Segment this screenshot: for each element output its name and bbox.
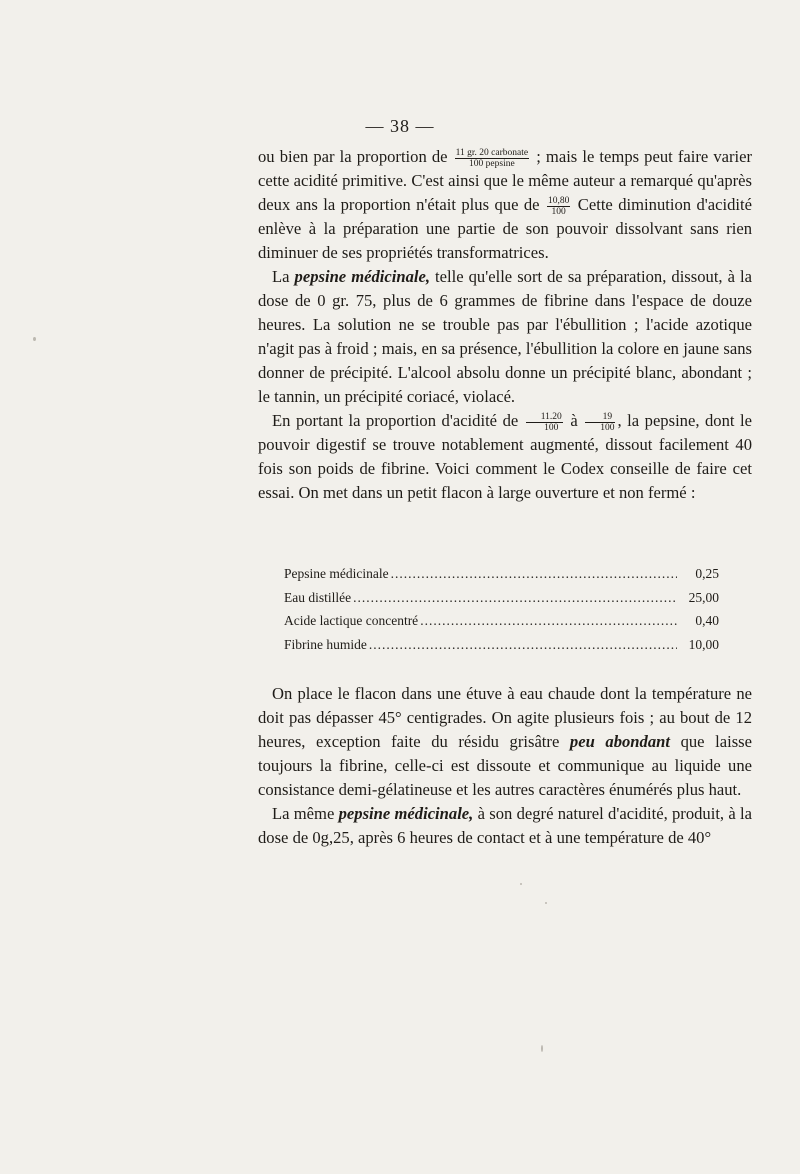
fraction-numerator: 10,80 xyxy=(547,195,570,206)
p1-text-before: ou bien par la proportion de xyxy=(258,147,448,166)
recipe-row xyxy=(284,633,719,657)
recipe-table xyxy=(284,562,719,656)
paragraph-5 xyxy=(258,802,752,850)
fraction-denominator: 100 xyxy=(544,422,559,433)
ingredient-name: Acide lactique concentré xyxy=(284,613,419,629)
fraction-numerator: 11.20 xyxy=(526,412,563,423)
p4-text-after: que laisse toujours la fibrine, celle-ci est dissoute et communique au liquide une consistance demi-gélatineuse et les autres caractères énumérés plus haut. xyxy=(258,732,752,799)
fraction-acidity-high xyxy=(585,412,615,433)
p1-text-after: ; mais le temps peut faire varier cette acidité primitive. C'est ainsi que le même auteur a remarqué qu'après deux ans la proportion n'était plus que de xyxy=(258,147,753,214)
text-block-upper xyxy=(258,145,752,505)
paragraph-1 xyxy=(258,145,752,265)
recipe-row xyxy=(284,609,719,633)
text-block-lower xyxy=(258,682,752,850)
ingredient-quantity: 0,40 xyxy=(695,613,719,629)
leader-dots xyxy=(369,633,677,657)
fraction-carbonate-pepsine xyxy=(455,148,529,169)
p3-text-after: , la pepsine, dont le pouvoir digestif se trouve notablement augmenté, dissout facilement 40 fois son poids de fibrine. Voici comment le Codex conseille de faire cet essai. On met dans un petit flacon à large ouverture et non fermé : xyxy=(258,411,752,502)
paragraph-2 xyxy=(258,265,752,409)
fraction-denominator: 100 xyxy=(551,206,566,217)
fraction-acidity-low xyxy=(526,412,563,433)
paper-speck xyxy=(545,902,547,904)
paper-speck xyxy=(520,883,522,885)
paper-speck xyxy=(541,1045,543,1052)
fraction-numerator: 19 xyxy=(585,412,615,423)
p3-text-mid: à xyxy=(570,411,578,430)
ingredient-quantity: 10,00 xyxy=(688,636,719,652)
leader-dots xyxy=(420,609,677,633)
page-number: — 38 — xyxy=(365,116,435,136)
term-pepsine-medicinale: pepsine médicinale, xyxy=(338,804,474,823)
leader-dots xyxy=(353,586,677,610)
p4-text-before: On place le flacon dans une étuve à eau chaude dont la température ne doit pas dépasser 45° centigrades. On agite plusieurs fois ; au bout de 12 heures, exception faite du résidu grisâtre xyxy=(258,684,752,751)
p2-la: La xyxy=(272,267,290,286)
term-peu-abondant: peu abondant xyxy=(569,732,670,751)
recipe-row xyxy=(284,586,719,610)
fraction-acidity xyxy=(547,196,570,217)
ingredient-name: Pepsine médicinale xyxy=(284,566,389,581)
p1-text-end: Cette diminution d'acidité enlève à la préparation une partie de son pouvoir dissolvant sans rien diminuer de ses propriétés transformatrices. xyxy=(258,195,752,262)
term-pepsine-medicinale: pepsine médicinale, xyxy=(294,267,431,286)
p5-text-before: La même xyxy=(272,804,335,823)
ingredient-name: Eau distillée xyxy=(284,589,352,605)
leader-dots xyxy=(391,562,677,586)
fraction-denominator: 100 xyxy=(600,422,615,433)
recipe-row xyxy=(284,562,719,586)
paragraph-4 xyxy=(258,682,752,802)
p2-text: telle qu'elle sort de sa préparation, dissout, à la dose de 0 gr. 75, plus de 6 grammes de fibrine dans l'espace de douze heures. La solution ne se trouble pas par l'ébullition ; l'acide azotique n'agit pas à froid ; mais, en sa présence, l'ébullition la colore en jaune sans donner de précipité. L'alcool absolu donne un précipité blanc, abondant ; le tannin, un précipité coriacé, violacé. xyxy=(258,267,752,406)
paper-speck xyxy=(33,337,36,341)
ingredient-quantity: 25,00 xyxy=(688,589,719,605)
paragraph-3 xyxy=(258,409,752,505)
p5-text-after: à son degré naturel d'acidité, produit, à la dose de 0g,25, après 6 heures de contact et à une température de 40° xyxy=(258,804,752,847)
p3-text-before: En portant la proportion d'acidité de xyxy=(272,411,519,430)
fraction-numerator: 11 gr. 20 carbonate xyxy=(455,147,529,158)
fraction-denominator: 100 pepsine xyxy=(469,158,515,169)
ingredient-quantity: 0,25 xyxy=(695,566,719,581)
ingredient-name: Fibrine humide xyxy=(284,636,367,652)
